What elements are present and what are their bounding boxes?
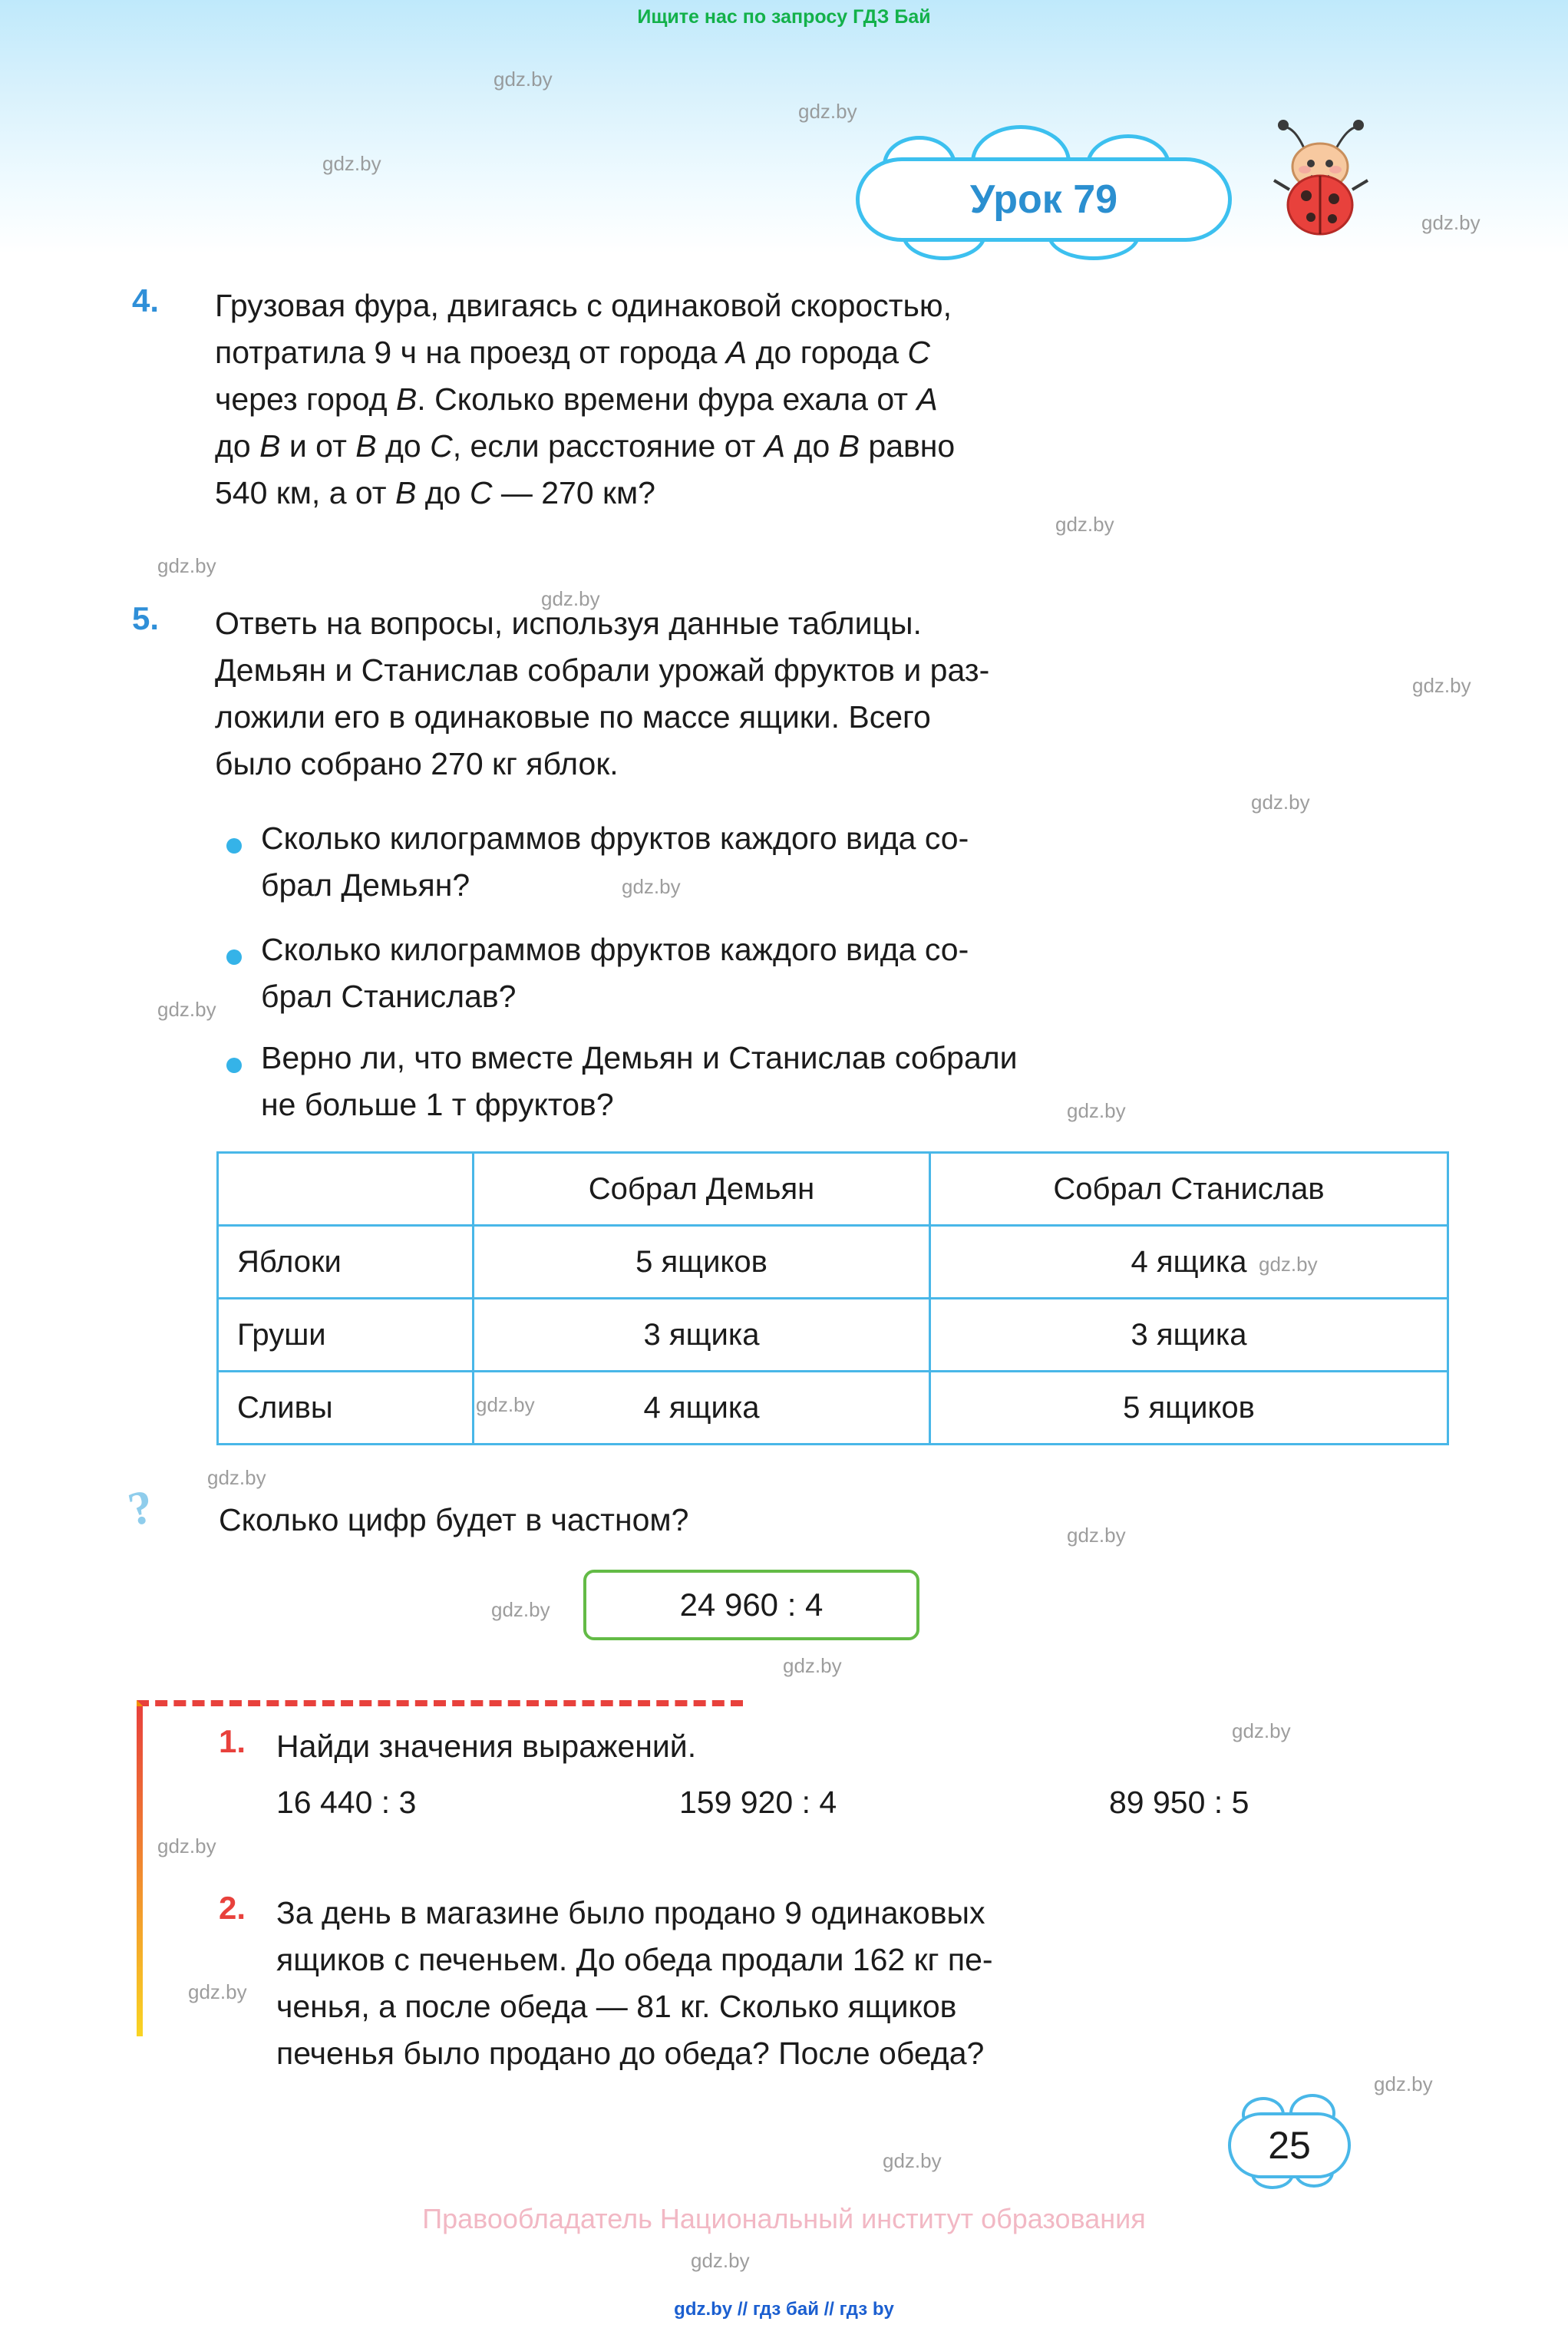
watermark-text: gdz.by (157, 1834, 216, 1858)
task-5-bullet-1 (261, 815, 1412, 909)
task-5-number: 5. (132, 600, 160, 636)
task-5-line: ложили его в одинаковые по массе ящики. Всего (215, 699, 931, 735)
table-cell: 4 ящика (474, 1372, 930, 1445)
homework-1-expression-2: 159 920 : 4 (679, 1785, 837, 1820)
homework-1-number: 1. (219, 1723, 246, 1759)
watermark-text: gdz.by (541, 587, 600, 610)
homework-2-line: ящиков с печеньем. До обеда продали 162 кг пе- (276, 1942, 993, 1977)
watermark-text: gdz.by (491, 1598, 550, 1621)
task-4-line: Грузовая фура, двигаясь с одинаковой скоростью, (215, 288, 952, 323)
site-banner: Ищите нас по запросу ГДЗ Бай (637, 6, 931, 28)
homework-2-text (276, 1890, 1443, 2077)
page-number-cloud (1228, 2103, 1351, 2188)
table-cell: 5 ящиков (930, 1372, 1448, 1445)
homework-2-line: ченья, а после обеда — 81 кг. Сколько ящиков (276, 1989, 957, 2024)
table-cell: Груши (218, 1299, 474, 1372)
table-row (218, 1299, 1448, 1372)
bullet-marker (226, 949, 242, 965)
task-5-text (215, 600, 1412, 788)
fruit-table (216, 1151, 1449, 1445)
watermark-text: gdz.by (1259, 1253, 1318, 1276)
bullet-line: Верно ли, что вместе Демьян и Станислав собрали (261, 1040, 1018, 1075)
watermark-text: gdz.by (1412, 674, 1471, 697)
bullet-line: Сколько килограммов фруктов каждого вида со- (261, 821, 969, 856)
homework-2-number: 2. (219, 1890, 246, 1926)
watermark-text: gdz.by (1251, 791, 1310, 814)
watermark-text: gdz.by (1067, 1524, 1126, 1547)
task-5-line: Ответь на вопросы, используя данные таблицы. (215, 606, 922, 641)
table-cell: Сливы (218, 1372, 474, 1445)
task-4-line: потратила 9 ч на проезд от города A до города C (215, 335, 930, 370)
lesson-title-cloud (856, 157, 1232, 242)
bullet-marker (226, 838, 242, 854)
watermark-text: gdz.by (188, 1980, 247, 2003)
bullet-marker (226, 1058, 242, 1073)
watermark-text: gdz.by (1067, 1099, 1126, 1122)
homework-2-line: печенья было продано до обеда? После обеда? (276, 2036, 985, 2071)
homework-1-expression-3: 89 950 : 5 (1109, 1785, 1249, 1820)
watermark-text: gdz.by (622, 875, 681, 898)
question-mark-icon: ? (124, 1480, 158, 1537)
task-5-line: было собрано 270 кг яблок. (215, 746, 619, 781)
watermark-text: gdz.by (322, 152, 381, 175)
table-header-cell: Собрал Станислав (930, 1153, 1448, 1226)
watermark-text: gdz.by (157, 554, 216, 577)
watermark-text: gdz.by (1374, 2072, 1433, 2095)
copyright-notice: Правообладатель Национальный институт образования (422, 2203, 1146, 2234)
watermark-text: gdz.by (883, 2149, 942, 2172)
table-cell: Яблоки (218, 1226, 474, 1299)
task-4-number: 4. (132, 282, 160, 319)
watermark-text: gdz.by (494, 68, 553, 91)
watermark-text: gdz.by (1232, 1719, 1291, 1742)
ladybug-icon (1259, 119, 1381, 242)
watermark-text: gdz.by (476, 1393, 535, 1416)
watermark-text: gdz.by (783, 1654, 842, 1677)
page-number: 25 (1268, 2124, 1311, 2167)
task-5-bullet-3 (261, 1035, 1428, 1128)
watermark-text: gdz.by (207, 1466, 266, 1489)
bullet-line: Сколько килограммов фруктов каждого вида со- (261, 932, 969, 967)
table-cell: 3 ящика (930, 1299, 1448, 1372)
homework-1-expression-1: 16 440 : 3 (276, 1785, 417, 1820)
task-4-text (215, 282, 1412, 517)
watermark-text: gdz.by (691, 2249, 750, 2272)
bullet-line: брал Станислав? (261, 979, 517, 1014)
task-4-line: до B и от B до C, если расстояние от A до B равно (215, 428, 956, 464)
expression-box: 24 960 : 4 (583, 1570, 919, 1640)
homework-1-title: Найди значения выражений. (276, 1729, 697, 1764)
task-4-line: 540 км, а от B до C — 270 км? (215, 475, 655, 510)
think-question-text: Сколько цифр будет в частном? (219, 1502, 689, 1537)
table-cell: 4 ящика (930, 1226, 1448, 1299)
site-footer: gdz.by // гдз бай // гдз by (674, 2299, 894, 2320)
table-row (218, 1372, 1448, 1445)
table-header-cell (218, 1153, 474, 1226)
table-header-cell: Собрал Демьян (474, 1153, 930, 1226)
bullet-line: брал Демьян? (261, 867, 470, 903)
watermark-text: gdz.by (157, 998, 216, 1021)
watermark-text: gdz.by (1055, 513, 1114, 536)
homework-2-line: За день в магазине было продано 9 одинаковых (276, 1895, 985, 1930)
table-header-row (218, 1153, 1448, 1226)
lesson-title: Урок 79 (969, 177, 1118, 222)
task-4-line: через город B. Сколько времени фура ехала от A (215, 381, 938, 417)
task-5-bullet-2 (261, 926, 1412, 1020)
table-cell: 5 ящиков (474, 1226, 930, 1299)
watermark-text: gdz.by (1421, 211, 1481, 234)
bullet-line: не больше 1 т фруктов? (261, 1087, 614, 1122)
task-5-line: Демьян и Станислав собрали урожай фруктов и раз- (215, 652, 990, 688)
table-row (218, 1226, 1448, 1299)
table-cell: 3 ящика (474, 1299, 930, 1372)
watermark-text: gdz.by (798, 100, 857, 123)
